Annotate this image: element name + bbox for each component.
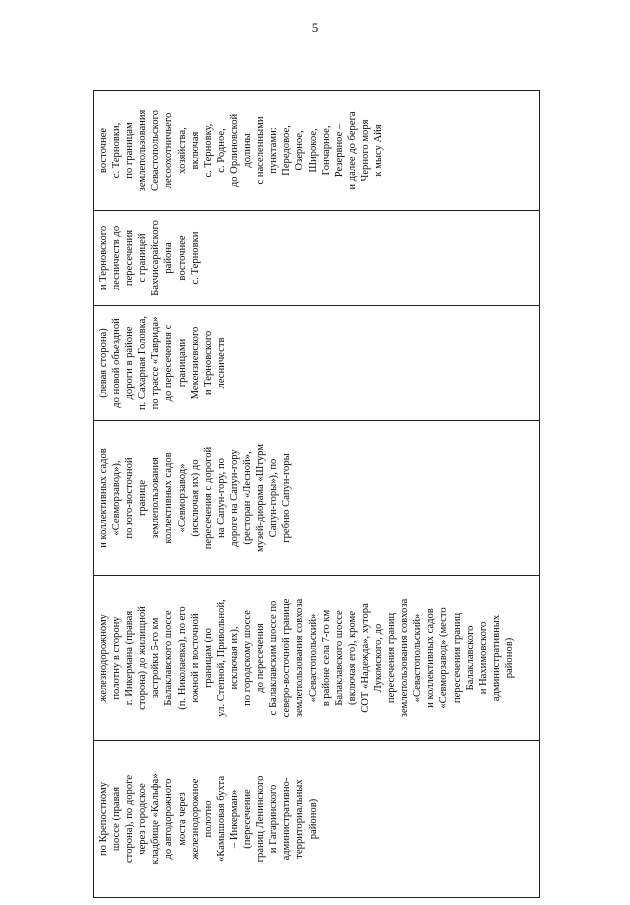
table-cell-col-6: восточнее с. Терновки, по границам землепользования Севастопольского лесоохотничьего хозяйства, включая с. Терновку, с. Родное, до Орлиновской долины с населенными пунктами: Передовое, Озерное, Широкое, Гончарное, Резервное – и далее до берега Черного моря к мысу Айя bbox=[94, 91, 540, 211]
table-cell-col-1: по Крепостному шоссе (правая сторона), по дороге через городское кладбище «Кальфа» до автодорожного моста через железнодорожное полотно «Камышовая бухта – Инкерман» (пересечение границ Ленинского и Гагаринского административно- территориальных районов) bbox=[94, 741, 540, 898]
table-row bbox=[94, 91, 540, 898]
table-cell-col-2: железнодорожному полотну в сторону г. Инкермана (правая сторона) до жилищной застройки 5-го км Балаклавского шоссе (п. Николаевка), по его южной и восточной границам (по ул. Степной, Привольной, исключая их), по городскому шоссе до пересечения с Балаклавским шоссе по северо-восточной границе землепользования совхоза «Севастопольский» в районе села 7-го км Балаклавского шоссе (включая его), кроме СОТ «Надежда», хутора Лукомского, до пересечения границ землепользования совхоза «Севастопольский» и коллективных садов «Севморзавод» (место пересечения границ Балаклавского и Нахимовского административных районов) bbox=[94, 576, 540, 741]
table-cell-col-5: и Терновского лесничеств до пересечения с границей Бахчисарайского района восточнее с. Терновки bbox=[94, 211, 540, 306]
page-number: 5 bbox=[311, 20, 319, 35]
rotated-table-wrapper bbox=[93, 109, 540, 898]
table-cell-col-4: (левая сторона) до новой объездной дороги в районе п. Сахарная Головка, по трассе «Таврида» до пересечения с границами Мекензиевского и Терновского лесничеств bbox=[94, 306, 540, 421]
boundary-description-table bbox=[93, 90, 540, 898]
table-cell-col-3: и коллективных садов «Севморзавод»), по юго-восточной границе землепользования коллективных садов «Севморзавод» (исключая их) до пересечения с дорогой на Сапун-гору, по дороге на Сапун-гору (ресторан «Лесной», музей-диорама «Штурм Сапун-горы»), по гребню Сапун-горы bbox=[94, 421, 540, 576]
